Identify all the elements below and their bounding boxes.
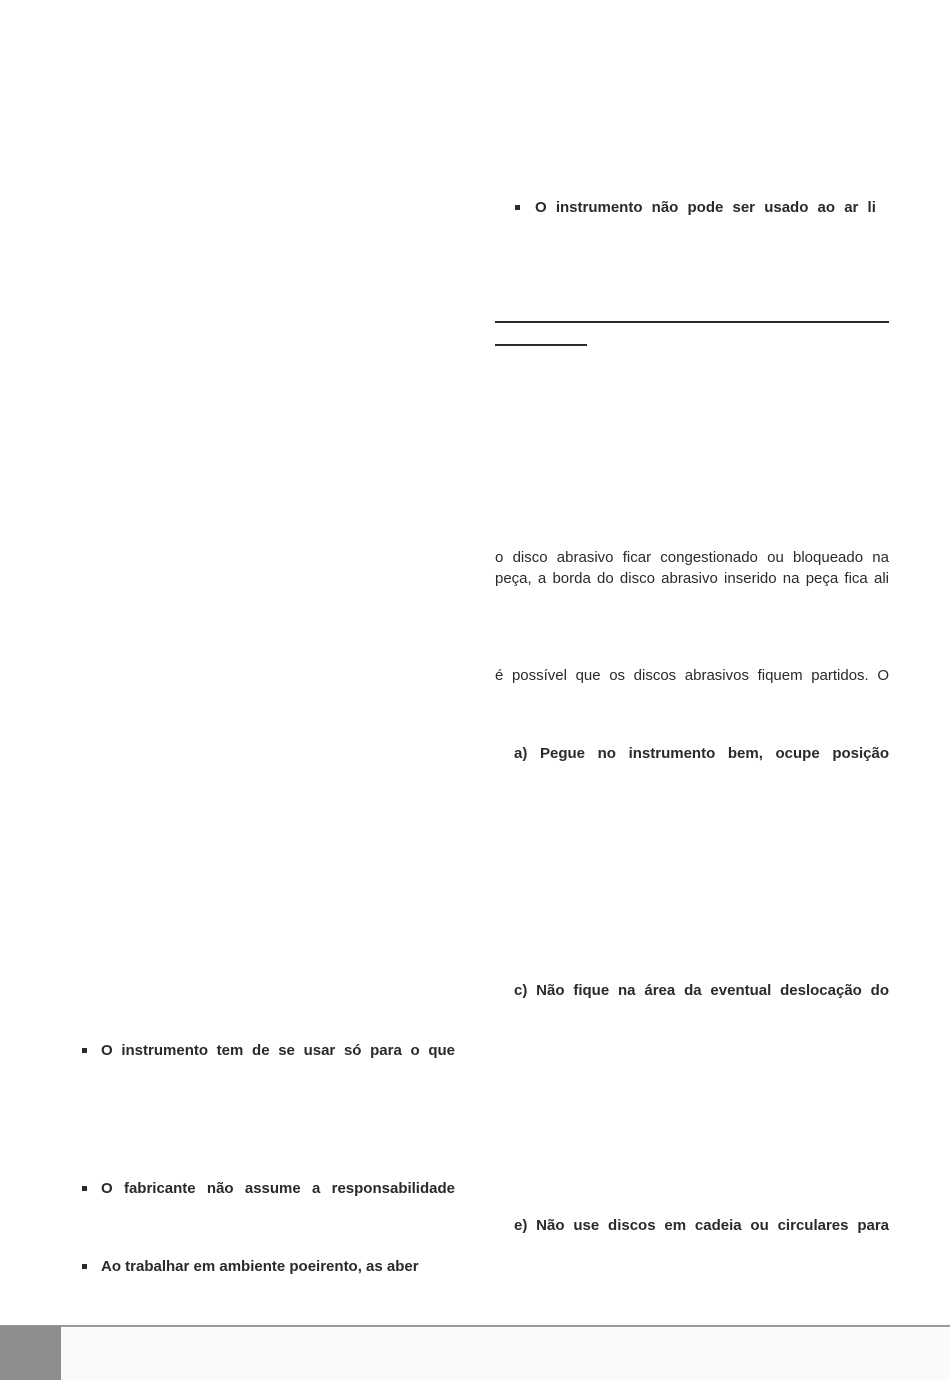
bullet-text-open-air: O instrumento não pode ser usado ao ar li — [535, 199, 876, 216]
section-rule-long — [495, 321, 889, 323]
footer-divider — [0, 1325, 950, 1327]
bullet-text-manufacturer: O fabricante não assume a responsabilidade — [101, 1180, 455, 1197]
page-marker-block — [0, 1326, 61, 1380]
bullet-text-intended-use: O instrumento tem de se usar só para o que — [101, 1042, 455, 1059]
list-item-c: c) Não fique na área da eventual deslocação do — [514, 982, 889, 999]
paragraph-line: o disco abrasivo ficar congestionado ou bloqueado na — [495, 549, 889, 566]
bullet-marker — [515, 205, 520, 210]
bullet-marker — [82, 1264, 87, 1269]
paragraph-line: peça, a borda do disco abrasivo inserido na peça fica ali — [495, 570, 889, 587]
bullet-marker — [82, 1186, 87, 1191]
paragraph-line: é possível que os discos abrasivos fiquem partidos. O — [495, 667, 889, 684]
bullet-marker — [82, 1048, 87, 1053]
list-item-a: a) Pegue no instrumento bem, ocupe posição — [514, 745, 889, 762]
list-item-e: e) Não use discos em cadeia ou circulares para — [514, 1217, 889, 1234]
section-rule-short — [495, 344, 587, 346]
bullet-text-dusty-environment: Ao trabalhar em ambiente poeirento, as aber — [101, 1258, 419, 1275]
footer — [0, 1327, 950, 1380]
